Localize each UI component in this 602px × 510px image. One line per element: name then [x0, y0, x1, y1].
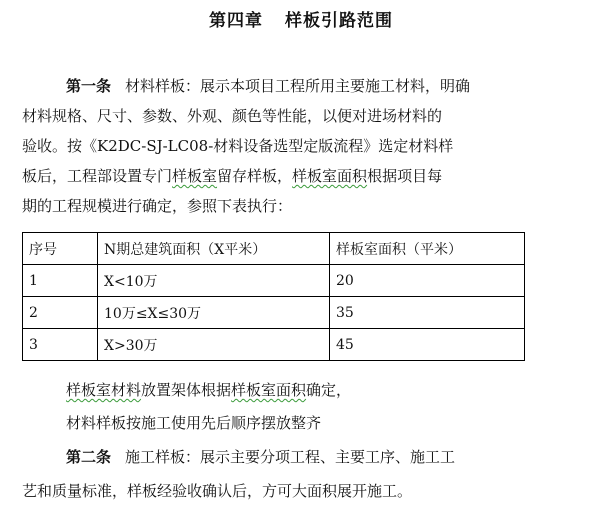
table-row — [23, 265, 525, 297]
table-row — [23, 297, 525, 329]
note-line: 材料样板按施工使用先后顺序摆放整齐 — [66, 414, 322, 432]
spellcheck-mark: 样板室面积 — [231, 381, 307, 399]
chapter-number: 第四章 — [209, 11, 263, 31]
table-cell: X<10万 — [98, 265, 330, 297]
note-line: 样板室材料放置架体根据样板室面积确定， — [66, 381, 352, 399]
table-cell: 2 — [23, 297, 98, 329]
spellcheck-mark: 样板室材料 — [66, 381, 142, 399]
article-2-label: 第二条 — [66, 448, 112, 466]
article-2-paragraph — [22, 440, 574, 508]
article-1-paragraph — [22, 71, 574, 221]
table-cell: 45 — [330, 329, 525, 361]
table-header-cell: 序号 — [23, 233, 98, 265]
article-1-line: 验收。按《K2DC-SJ-LC08-材料设备选型定版流程》选定材料样 — [22, 137, 454, 155]
table-cell: 1 — [23, 265, 98, 297]
spellcheck-mark: 样板室面积 — [292, 167, 368, 185]
article-2-line: 艺和质量标准，样板经验收确认后，方可大面积展开施工。 — [22, 482, 413, 500]
table-row — [23, 329, 525, 361]
article-1-label: 第一条 — [66, 77, 112, 95]
table-cell: 10万≤X≤30万 — [98, 297, 330, 329]
article-1-line: 期的工程规模进行确定，参照下表执行： — [22, 197, 293, 215]
article-1-line: 板后，工程部设置专门样板室留存样板，样板室面积根据项目每 — [22, 167, 443, 185]
spellcheck-mark: 样板室 — [172, 167, 218, 185]
table-header-cell: N期总建筑面积（X平米） — [98, 233, 330, 265]
table-cell: 3 — [23, 329, 98, 361]
chapter-title: 样板引路范围 — [285, 11, 393, 31]
table-cell: 35 — [330, 297, 525, 329]
article-2-line: 第二条 施工样板：展示主要分项工程、主要工序、施工工 — [66, 448, 456, 466]
article-1-line: 第一条 材料样板：展示本项目工程所用主要施工材料，明确 — [66, 77, 471, 95]
table-header-cell: 样板室面积（平米） — [330, 233, 525, 265]
article-1-line: 材料规格、尺寸、参数、外观、颜色等性能，以便对进场材料的 — [22, 107, 443, 125]
table-cell: 20 — [330, 265, 525, 297]
table-cell: X>30万 — [98, 329, 330, 361]
chapter-heading — [0, 6, 602, 31]
table-header-row — [23, 233, 525, 265]
sample-room-area-table — [22, 232, 525, 361]
